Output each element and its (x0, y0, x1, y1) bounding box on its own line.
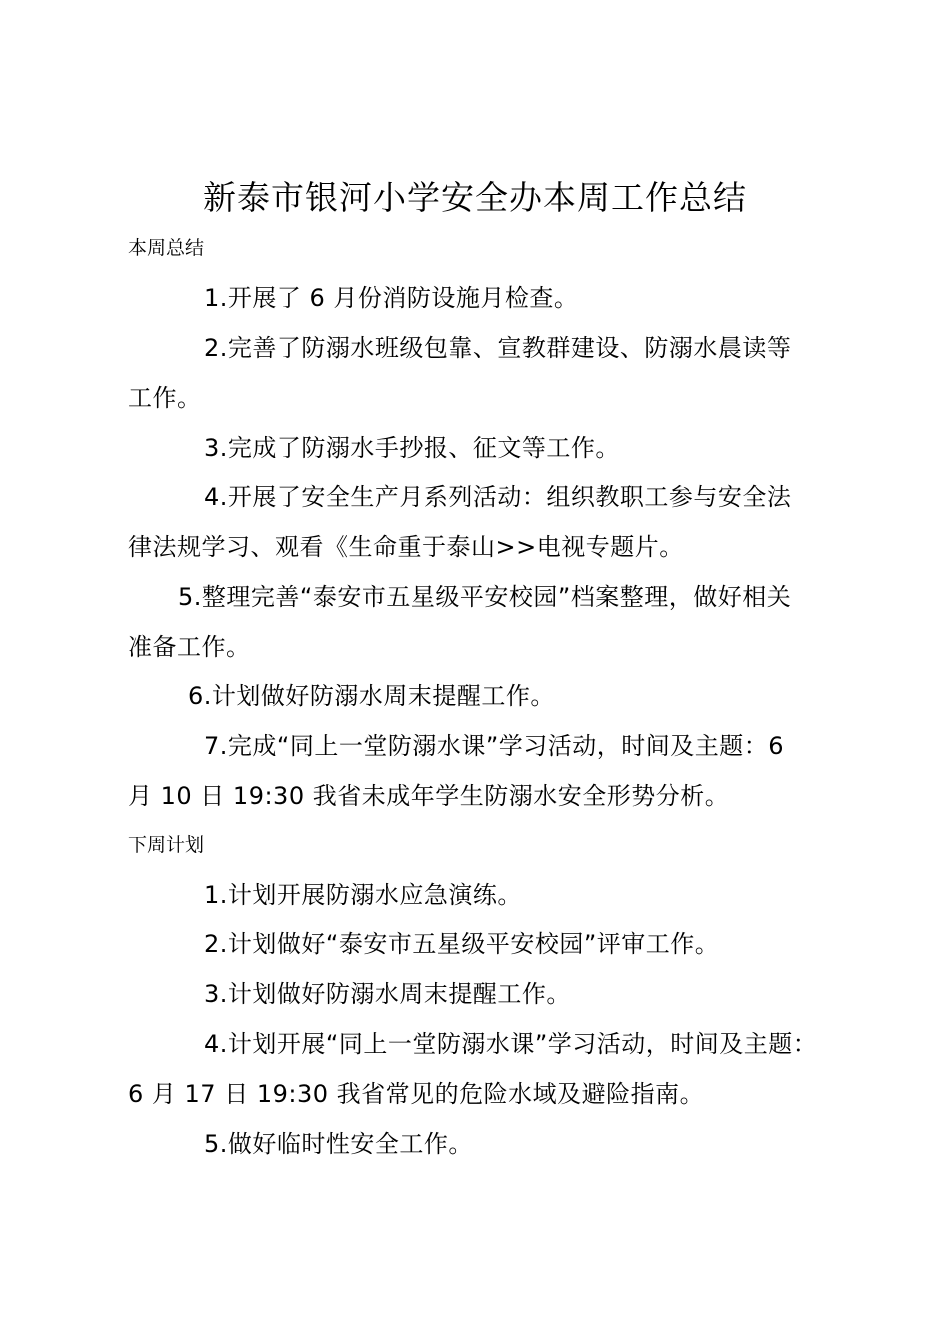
this-week-item-7-line-2: 月 10 日 19:30 我省未成年学生防溺水安全形势分析。 (128, 782, 730, 810)
section-heading-next-week: 下周计划 (128, 834, 205, 856)
this-week-item-5-line-2: 准备工作。 (128, 633, 251, 661)
next-week-item-5: 5.做好临时性安全工作。 (204, 1130, 473, 1158)
this-week-item-6: 6.计划做好防溺水周末提醒工作。 (188, 682, 555, 710)
document-title: 新泰市银河小学安全办本周工作总结 (203, 178, 747, 217)
next-week-item-4-line-2: 6 月 17 日 19:30 我省常见的危险水域及避险指南。 (128, 1080, 705, 1108)
next-week-item-1: 1.计划开展防溺水应急演练。 (204, 881, 522, 909)
this-week-item-4-line-2: 律法规学习、观看《生命重于泰山>>电视专题片。 (128, 533, 684, 561)
this-week-item-2-line-2: 工作。 (128, 384, 202, 412)
this-week-item-5-line-1: 5.整理完善“泰安市五星级平安校园”档案整理，做好相关 (178, 583, 792, 611)
this-week-item-4-line-1: 4.开展了安全生产月系列活动：组织教职工参与安全法 (204, 483, 792, 511)
section-heading-this-week: 本周总结 (128, 237, 205, 259)
this-week-item-1: 1.开展了 6 月份消防设施月检查。 (204, 284, 579, 312)
next-week-item-2: 2.计划做好“泰安市五星级平安校园”评审工作。 (204, 930, 720, 958)
this-week-item-3: 3.完成了防溺水手抄报、征文等工作。 (204, 434, 620, 462)
this-week-item-2-line-1: 2.完善了防溺水班级包靠、宣教群建设、防溺水晨读等 (204, 334, 792, 362)
this-week-item-7-line-1: 7.完成“同上一堂防溺水课”学习活动，时间及主题：6 (204, 732, 785, 760)
next-week-item-4-line-1: 4.计划开展“同上一堂防溺水课”学习活动，时间及主题： (204, 1030, 818, 1058)
next-week-item-3: 3.计划做好防溺水周末提醒工作。 (204, 980, 571, 1008)
